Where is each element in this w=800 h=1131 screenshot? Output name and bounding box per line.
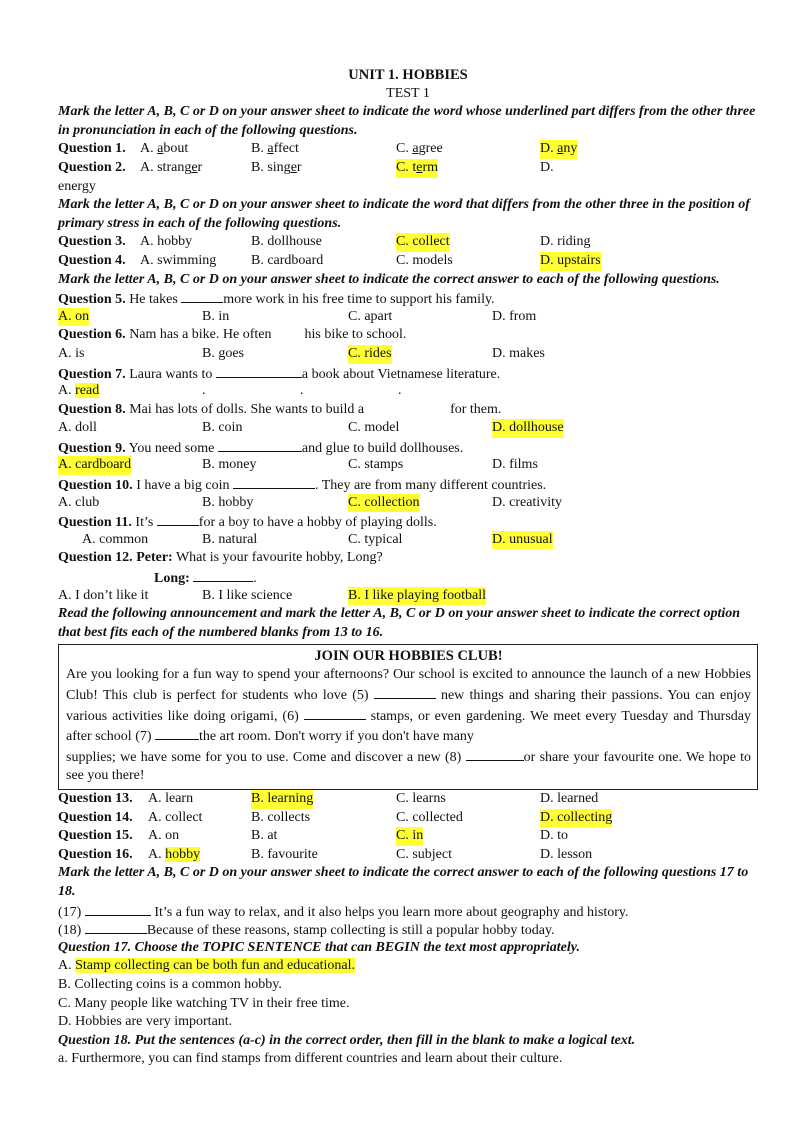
option-a[interactable]: A. on [148, 828, 180, 844]
stress-instructions: Mark the letter A, B, C or D on your answer sheet to indicate the word that differs from the other three in the position of primary stress in each of the following questions. [58, 197, 750, 231]
question-8: Question 8. Mai has lots of dolls. She wants to build a for them. [58, 401, 502, 417]
option-b-empty[interactable]: . [202, 383, 206, 399]
option-a[interactable]: A. learn [148, 790, 194, 806]
question-14 [58, 809, 758, 828]
option-b[interactable]: B. hobby [202, 494, 254, 510]
option-d[interactable]: D. creativity [492, 494, 562, 510]
question-7: Question 7. Laura wants to a book about Vietnamese literature. [58, 364, 758, 383]
option-c-answer[interactable]: C. term [396, 159, 438, 178]
speaker-long: Long: [154, 571, 190, 587]
question-label: Question 7. [58, 366, 126, 382]
option-b[interactable]: B. at [251, 828, 278, 844]
option-b[interactable]: B. natural [202, 531, 258, 547]
pronunciation-instructions: Mark the letter A, B, C or D on your answer sheet to indicate the word whose underlined part differs from the other three in pronunciation in each of the following questions. [58, 104, 756, 138]
option-b[interactable]: B. affect [251, 141, 299, 157]
blank-8[interactable] [466, 747, 524, 761]
option-c[interactable]: C. stamps [348, 457, 404, 473]
unit-title: UNIT 1. HOBBIES [348, 67, 468, 83]
blank-18[interactable] [85, 920, 147, 934]
question-13 [58, 790, 758, 809]
blank-6[interactable] [304, 706, 366, 720]
question-label: Question 1. [58, 141, 126, 157]
option-c-answer[interactable]: C. in [396, 827, 423, 846]
question-label: Question 10. [58, 478, 133, 494]
question-label: Question 13. [58, 790, 133, 806]
question-5-options [58, 308, 758, 327]
question-6-options [58, 345, 758, 364]
speaker-peter: Peter: [136, 550, 173, 566]
option-c-answer[interactable]: C. rides [348, 345, 392, 364]
question-12-reply: Long: . [58, 568, 758, 587]
option-a[interactable]: A. hobby [140, 234, 193, 250]
option-a-answer[interactable]: A. hobby [148, 846, 201, 862]
option-b[interactable]: B. I like science [202, 587, 293, 603]
option-a[interactable]: A. club [58, 494, 100, 510]
option-d[interactable]: D. learned [540, 790, 599, 806]
question-8-options [58, 419, 758, 438]
question-17-option-d[interactable]: D. Hobbies are very important. [58, 1014, 233, 1030]
option-a-answer[interactable]: A. on [58, 308, 89, 327]
option-a[interactable]: A. doll [58, 420, 97, 436]
passage-sentence-17: (17) It’s a fun way to relax, and it also helps you learn more about geography and history. [58, 902, 758, 921]
option-a[interactable]: A. common [82, 531, 149, 547]
blank-5[interactable] [374, 685, 436, 699]
ordering-instructions: Mark the letter A, B, C or D on your answer sheet to indicate the correct answer to each of the following questions 17 to 18. [58, 865, 749, 899]
answer-blank[interactable] [218, 438, 302, 452]
option-b[interactable]: B. coin [202, 420, 243, 436]
question-label: Question 9. [58, 440, 126, 456]
option-d-answer[interactable]: D. collecting [540, 809, 612, 828]
answer-blank[interactable] [216, 364, 302, 378]
question-11-options [58, 531, 758, 550]
correct-answer-instructions: Mark the letter A, B, C or D on your answer sheet to indicate the correct answer to each of the following questions. [58, 271, 720, 287]
question-10-options [58, 494, 758, 513]
question-15 [58, 827, 758, 846]
option-d-answer[interactable]: D. unusual [492, 531, 553, 550]
answer-blank[interactable] [181, 289, 223, 303]
option-c-answer[interactable]: C. collection [348, 494, 420, 513]
question-label: Question 8. [58, 401, 126, 417]
option-d[interactable]: D. from [492, 308, 537, 324]
option-a[interactable]: A. swimming [140, 252, 217, 268]
option-d[interactable]: D. [540, 159, 554, 175]
option-b[interactable]: B. in [202, 308, 230, 324]
announcement-text: Are you looking for a fun way to spend your afternoons? Our school is excited to announce the launch of a new Hobbies Club! This club is perfect for students who love (5) new things and sharing their passions. You can enjoy various activities like doing origami, (6) stamps, or even gardening. We meet every Tuesday and Thursday after school (7) the art room. Don't worry if you don't have many [66, 667, 752, 745]
answer-blank[interactable] [233, 475, 315, 489]
question-17-option-a-answer[interactable]: A. Stamp collecting can be both fun and educational. [58, 958, 356, 974]
test-label: TEST 1 [386, 85, 430, 101]
option-b[interactable]: B. dollhouse [251, 234, 322, 250]
option-c[interactable]: C. subject [396, 846, 452, 862]
option-b[interactable]: B. goes [202, 345, 244, 361]
question-17-prompt: Question 17. Choose the TOPIC SENTENCE that can BEGIN the text most appropriately. [58, 939, 580, 955]
question-label: Question 6. [58, 327, 126, 343]
question-label: Question 14. [58, 809, 133, 825]
announcement-text-end: supplies; we have some for you to use. Come and discover a new (8) or share your favourite one. We hope to see you there! [66, 747, 751, 786]
option-d[interactable]: D. riding [540, 234, 591, 250]
question-12: Question 12. Peter: What is your favourite hobby, Long? [58, 550, 383, 566]
question-label: Question 4. [58, 252, 126, 268]
option-d[interactable]: D. to [540, 828, 568, 844]
question-1 [58, 140, 758, 159]
question-16 [58, 846, 758, 865]
question-9-options [58, 456, 758, 475]
option-b[interactable]: B. cardboard [251, 252, 324, 268]
option-a[interactable]: A. stranger [140, 159, 203, 175]
option-c[interactable]: C. typical [348, 531, 403, 547]
option-c-answer[interactable]: B. I like playing football [348, 587, 486, 606]
question-18-sentence-a: a. Furthermore, you can find stamps from different countries and learn about their culture. [58, 1051, 563, 1067]
question-label: Question 11. [58, 515, 132, 531]
question-label: Question 3. [58, 234, 126, 250]
answer-blank[interactable] [193, 568, 253, 582]
option-c[interactable]: C. agree [396, 141, 443, 157]
option-c[interactable]: C. apart [348, 308, 393, 324]
question-label: Question 12. [58, 550, 133, 566]
announcement-box [58, 644, 758, 790]
option-a[interactable]: A. I don’t like it [58, 587, 149, 603]
question-label: Question 2. [58, 159, 126, 175]
blank-7[interactable] [155, 726, 199, 740]
option-a[interactable]: A. is [58, 345, 85, 361]
option-c[interactable]: C. model [348, 420, 400, 436]
option-b[interactable]: B. singer [251, 159, 302, 175]
announcement-instructions: Read the following announcement and mark the letter A, B, C or D on your answer sheet to indicate the correct option that best fits each of the numbered blanks from 13 to 16. [58, 606, 741, 640]
question-6: Question 6. Nam has a bike. He often his bike to school. [58, 327, 407, 343]
option-c[interactable]: C. learns [396, 790, 446, 806]
question-4 [58, 252, 758, 271]
option-d[interactable]: D. makes [492, 345, 545, 361]
option-d-answer[interactable]: D. any [540, 140, 577, 159]
question-2 [58, 159, 758, 178]
option-d-answer[interactable]: D. dollhouse [492, 419, 564, 438]
question-9: Question 9. You need some and glue to build dollhouses. [58, 438, 758, 457]
option-a-answer[interactable]: A. read [58, 383, 100, 399]
option-d[interactable]: D. films [492, 457, 538, 473]
option-d[interactable]: D. lesson [540, 846, 593, 862]
question-3 [58, 233, 758, 252]
question-label: Question 5. [58, 292, 126, 308]
option-d-wrapped: energy [58, 178, 96, 194]
blank-17[interactable] [85, 902, 151, 916]
question-17-option-c[interactable]: C. Many people like watching TV in their free time. [58, 995, 350, 1011]
question-10: Question 10. I have a big coin . They are from many different countries. [58, 475, 758, 494]
worksheet-page [58, 66, 758, 1069]
option-c[interactable]: C. collected [396, 809, 463, 825]
option-d-answer[interactable]: D. upstairs [540, 252, 601, 271]
option-b[interactable]: B. favourite [251, 846, 318, 862]
option-d-empty[interactable]: . [398, 383, 402, 399]
question-label: Question 15. [58, 828, 133, 844]
question-12-options [58, 587, 758, 606]
question-18-prompt: Question 18. Put the sentences (a-c) in the correct order, then fill in the blank to make a logical text. [58, 1032, 636, 1048]
option-c-answer[interactable]: C. collect [396, 233, 450, 252]
option-b[interactable]: B. money [202, 457, 257, 473]
passage-sentence-18: (18) Because of these reasons, stamp collecting is still a popular hobby today. [58, 920, 758, 939]
option-a[interactable]: A. collect [148, 809, 203, 825]
option-a-answer[interactable]: A. cardboard [58, 456, 131, 475]
option-a[interactable]: A. about [140, 141, 189, 157]
announcement-title: JOIN OUR HOBBIES CLUB! [314, 648, 503, 665]
option-c[interactable]: C. models [396, 252, 453, 268]
option-c-empty[interactable]: . [300, 383, 304, 399]
question-11: Question 11. It’s for a boy to have a hobby of playing dolls. [58, 512, 758, 531]
option-b-answer[interactable]: B. learning [251, 790, 313, 809]
question-17-option-b[interactable]: B. Collecting coins is a common hobby. [58, 976, 282, 992]
question-7-options [58, 382, 758, 401]
question-5: Question 5. He takes more work in his free time to support his family. [58, 289, 758, 308]
option-b[interactable]: B. collects [251, 809, 311, 825]
question-label: Question 16. [58, 846, 133, 862]
answer-blank[interactable] [157, 512, 199, 526]
